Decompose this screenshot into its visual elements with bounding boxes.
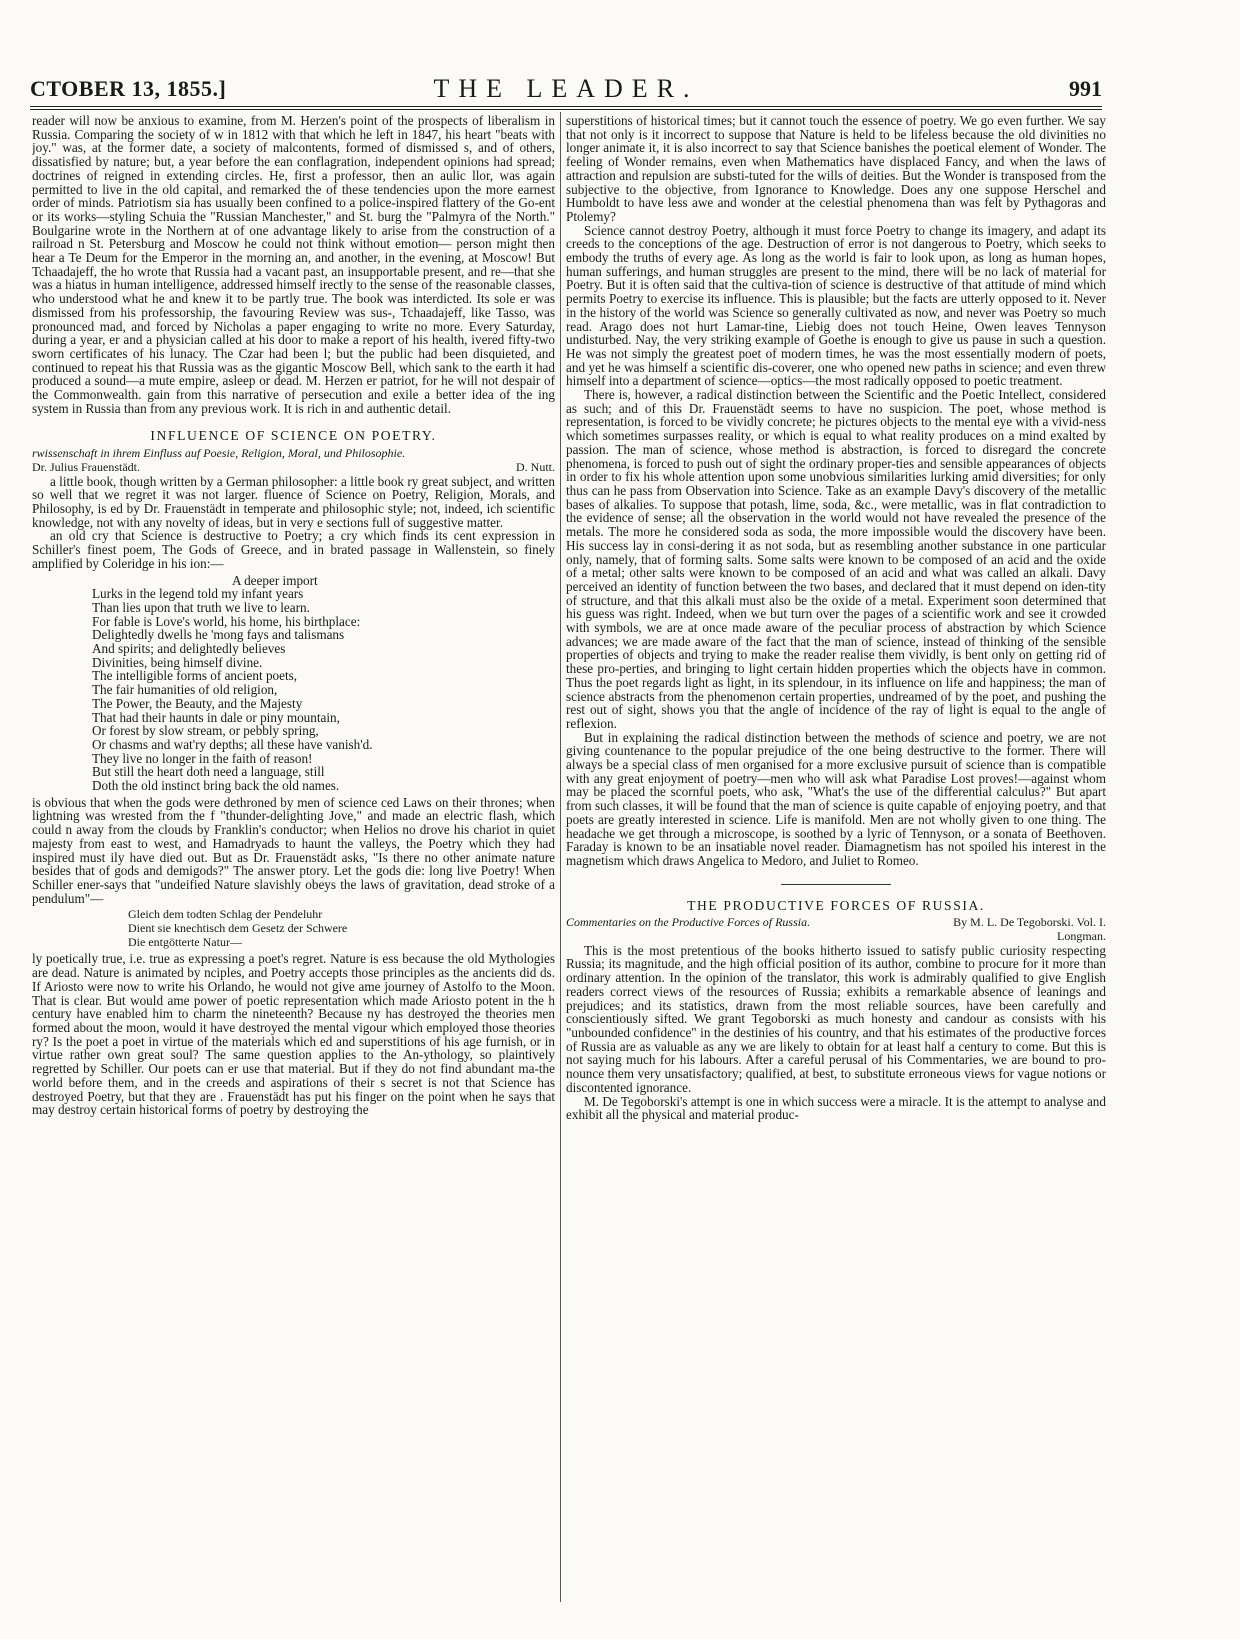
column-divider (560, 112, 561, 1602)
science-poetry-byline (32, 461, 555, 475)
german-line: Gleich dem todten Schlag der Pendeluhr (128, 907, 323, 922)
science-poetry-para-2: an old cry that Science is destructive to Poetry; a cry which finds its cent expression in Schiller's finest poem, The Gods of Greece, and in brated passage in Wallenstein, so finely amplified by Coleridge in his ion:— (32, 528, 555, 571)
coleridge-quotation (92, 574, 555, 793)
russia-author: By M. L. De Tegoborski. Vol. I. (953, 915, 1106, 930)
poem-line: A deeper import (232, 572, 318, 588)
right-column (566, 114, 1106, 1614)
science-poetry-para-7: There is, however, a radical distinction between the Scientific and the Poetic Intellect, considered as such; and of this Dr. Frauenstädt seems to have no suspicion. The poet, whose method is representation, is forced to be vividly concrete; he pictures objects to the mental eye with a vivid-ness which sometimes surpasses reality, or which is equal to what reality produces on a mind exalted by passion. The man of science, whose method is abstraction, is forced to disregard the concrete phenomena, is forced to push out of sight the ordinary proper-ties and sensible appearances of objects in order to fix his whole attention upon some unobvious similarities lurking amid diversities; for only thus can he pass from Observation into Science. Take as an example Davy's discovery of the metallic bases of alkalies. To suppose that potash, lime, soda, &c., were metallic, was in flat contradiction to the evidence of sense; all the observation in the world would not have revealed the presence of the metals. The more he considered soda as soda, the more impossible would the discovery have been. His success lay in consi-dering it as not soda, but as resembling another substance in one particular only, namely, that of forming salts. Some salts were known to be composed of an acid and the oxide of a metal; other salts were known to be composed of an acid and what was called an alkali. Davy perceived an identity of function between the two bases, and declared that it must depend on iden-tity of structure, and that this alkali must also be the oxide of a metal. Experiment soon determined that his guess was right. Indeed, when we but turn over the pages of a scientific work and see it crowded with symbols, we are at once made aware of the peculiar process of abstraction by which Science advances; we are made aware of the fact that the man of science, instead of thinking of the sensible properties of objects and trying to make the reader realise them vividly, is bent only on getting rid of these pro-perties, and bringing to light certain hidden properties which the objects have in common. Thus the poet regards light as light, in its splendour, in its influence on life and happiness; the man of science abstracts from the phenomenon certain properties, undreamed of by the poet, and pushing the rest out of sight, shows you that the angle of incidence of the ray of light is equal to the angle of reflexion. (566, 387, 1106, 731)
poem-line: Doth the old instinct bring back the old names. (92, 778, 340, 794)
poem-line: They live no longer in the faith of reason! (92, 750, 313, 766)
poem-line: But still the heart doth need a language, still (92, 764, 325, 780)
masthead (30, 74, 1102, 104)
poem-line: That had their haunts in dale or piny mountain, (92, 709, 340, 725)
left-column (32, 114, 555, 1614)
science-poetry-para-6: Science cannot destroy Poetry, although it must force Poetry to change its imagery, and adapt its creeds to the conceptions of the age. Destruction of error is not dangerous to Poetry, which seeks to embody the truths of every age. As long as the world is fair to look upon, as long as human hopes, human sufferings, and human struggles are present to the mind, there will be no lack of material for Poetry. But it is often said that the cultiva-tion of science is destructive of that attitude of mind which permits Poetry to exercise its influence. This is plausible; but the facts are utterly opposed to it. Never in the history of the world was Science so generally cultivated as now, and never was Poetry so much read. Arago does not hurt Lamar-tine, Liebig does not touch Heine, Owen leaves Tennyson undisturbed. Nay, the very striking example of Goethe is enough to give us pause in such a question. He was not simply the greatest poet of modern times, he was the most essentially modern of poets, and yet he was himself a scientific dis-coverer, one who opened new paths in science; and even threw himself into a department of science—optics—the most radically opposed to poetic treatment. (566, 222, 1106, 389)
russia-para-2: M. De Tegoborski's attempt is one in which success were a miracle. It is the attempt to analyse and exhibit all the physical and material produc- (566, 1093, 1106, 1123)
science-poetry-publisher: D. Nutt. (516, 459, 555, 474)
science-poetry-author: Dr. Julius Frauenstädt. (32, 459, 140, 474)
science-poetry-para-8: But in explaining the radical distinction between the methods of science and poetry, we are not giving countenance to the popular prejudice of the one being destructive to the former. There will always be a special class of men organised for a more exclusive pursuit of science than is compatible with any great enjoyment of poetry—men who will ask what Paradise Lost proves!—against whom may be placed the scornful poets, who ask, "What's the use of the differential calculus?" But apart from such classes, it will be found that the man of science is quite capable of enjoying poetry, and that poets are greatly interested in science. Life is manifold. Men are not wholly given to one thing. The headache we get through a microscope, is soothed by a lyric of Tennyson, or a sonata of Beethoven. Faraday is known to be an insatiable novel reader. Diamagnetism has not spoiled his interest in the magnetism which draws Angelica to Medoro, and Juliet to Romeo. (566, 729, 1106, 868)
poem-line: Lurks in the legend told my infant years (92, 586, 304, 602)
science-poetry-para-5: superstitions of historical times; but it cannot touch the essence of poetry. We go even further. We say that not only is it incorrect to suppose that Nature is held to be lifeless because the old divinities no longer animate it, it is also incorrect to say that Science banishes the poetical element of Wonder. The feeling of Wonder remains, even when Mathematics have displaced Fancy, and when the laws of attraction and repulsion are substi-tuted for the wills of deities. But the Wonder is transposed from the subjective to the objective, from Ignorance to Knowledge. Does any one suppose Herschel and Humboldt to have less awe and wonder at the celestial phenomena than was felt by Pythagoras and Ptolemy? (566, 114, 1106, 224)
science-poetry-para-4: ly poetically true, i.e. true as expressing a poet's regret. Nature is ess because the old Mythologies are dead. Nature is animated by nciples, and Poetry accepts those principles as the ancients did ds. If Ariosto were now to write his Orlando, he would not give ame journey of Astolfo to the Moon. That is clear. But would ame power of poetic representation which made Ariosto potent in the h century have enabled him to charm the nineteenth? Because ny has destroyed the theories men formed about the moon, would it have destroyed the mental vigour which employed those theories ry? Is the poet a poet in virtue of the materials which ed and superstitions of his age furnish, or in virtue rather own great soul? The same question applies to the An-ythology, so plaintively regretted by Schiller. Our poets can er use that material. But if they do not find abundant ma-the world before them, and in the creeds and aspirations of their s secret is not that Science has destroyed Poetry, but that they are . Frauenstädt has put his finger on the point when he says that may destroy certain historical forms of poetry by destroying the (32, 951, 555, 1118)
masthead-rule (30, 106, 1102, 107)
poem-line: Delightedly dwells he 'mong fays and talismans (92, 627, 345, 643)
german-line: Die entgötterte Natur— (128, 934, 242, 949)
poem-line: The fair humanities of old religion, (92, 682, 278, 698)
issue-date: CTOBER 13, 1855.] (30, 76, 227, 101)
page-number: 991 (1069, 76, 1102, 101)
russia-byline (566, 916, 1106, 930)
schiller-quotation (128, 908, 555, 949)
science-poetry-para-3: is obvious that when the gods were dethroned by men of science ced Laws on their thrones; when lightning was wrested from the f "thunder-delighting Jove," and made an electric flash, which could n away from the clouds by Franklin's conductor; when Helios no drove his chariot in quiet majesty from east to west, and Hamadryads to haunt the valleys, the Poetry which they had inspired must ily have died out. But as Dr. Frauenstädt asks, "Is there no other animate nature besides that of gods and demigods?" The answer ptory. Let the gods die: long live Poetry! When Schiller ener-says that "undeified Nature slavishly obeys the laws of gravitation, dead stroke of a pendulum"— (32, 794, 555, 906)
german-line: Dient sie knechtisch dem Gesetz der Schwere (128, 921, 348, 936)
poem-line: For fable is Love's world, his home, his birthplace: (92, 613, 361, 629)
science-poetry-para-1: a little book, though written by a German philosopher: a little book ry great subject, and written so well that we regret it was not larger. fluence of Science on Poetry, Religion, Morals, and Philosophy, is ed by Dr. Frauenstädt in temperate and philosophic style; not, indeed, ich scientific knowledge, not with any novelty of ideas, but in very e sections full of suggestive matter. (32, 473, 555, 530)
poem-line: The intelligible forms of ancient poets, (92, 668, 298, 684)
science-poetry-heading: INFLUENCE OF SCIENCE ON POETRY. (150, 428, 437, 444)
poem-line: Or forest by slow stream, or pebbly spring, (92, 723, 319, 739)
russia-book-title: Commentaries on the Productive Forces of Russia. (566, 915, 811, 930)
masthead-rule-2 (30, 109, 1102, 110)
poem-line: And spirits; and delightedly believes (92, 641, 286, 657)
poem-line: The Power, the Beauty, and the Majesty (92, 695, 303, 711)
russia-para-1: This is the most pretentious of the books hitherto issued to satisfy public curiosity respecting Russia; its magnitude, and the high official position of its author, combine to procure for it more than ordinary attention. In the opinion of the translator, this work is admirably qualified to give English readers correct views of the resources of Russia; exhibits a remarkable absence of leanings and prejudices; and its statistics, drawn from the most reliable sources, have been carefully and conscientiously sifted. We grant Tegoborski as much honesty and candour as consists with his "unbounded confidence" in the destinies of his country, and that his estimates of the productive forces of Russia are as valuable as any we are likely to obtain for at least half a century to come. But this is not saying much for his labours. After a careful perusal of his Commentaries, we are bound to pro-nounce them very unsatisfactory; qualified, at best, to substitute erroneous views for vague notions or discontented ignorance. (566, 942, 1106, 1095)
science-poetry-book-title: rwissenschaft in ihrem Einfluss auf Poesie, Religion, Moral, und Philosophie. (32, 446, 406, 461)
poem-line: Than lies upon that truth we live to learn. (92, 599, 310, 615)
herzen-review-conclusion: reader will now be anxious to examine, from M. Herzen's point of the prospects of liberalism in Russia. Comparing the society of w in 1812 with that which he left in 1847, his heart "beats with joy." was, at the former date, a society of malcontents, formed of dismissed s, and of others, dissatisfied by nature; but, a year before the ean conflagration, independent opinions had spread; doctrines of reigned in extending circles. He, first a professor, then an aulic llor, was again permitted to live in the old capital, and remarked the of these tendencies upon the more earnest order of minds. Patriotism sia has usually been confined to a police-inspired flattery of the Go-ent or its works—styling Schuia the "Russian Manchester," and St. burg the "Palmyra of the North." Boulgarine wrote in the Northern at of one advantage likely to arise from the construction of a railroad n St. Petersburg and Moscow he could not think without emotion— person might then hear a Te Deum for the Emperor in the morning an, and another, in the evening, at Moscow! But Tchaadajeff, the ho wrote that Russia had a vacant past, an insupportable present, and re—that she was a hiatus in human intelligence, addressed himself irectly to the sense of the reasonable classes, who understood what he and knew it to be partly true. The book was interdicted. Its sole er was dismissed from his professorship, the favouring Review was sus-, Tchaadajeff, like Tasso, was pronounced mad, and forced by Nicholas a paper engaging to write no more. Every Saturday, during a year, er and a physician called at his door to make a report of his health, ivered fifty-two sworn certificates of his lunacy. The Czar had been l; but the public had been disquieted, and continued to repeat his that Russia was as the gigantic Moscow Bell, which sank to the earth it had produced a sound—a mute empire, asleep or dead. M. Herzen er patriot, for he will not despair of the Commonwealth. gain from this narrative of persecution and exile a better idea of the ing system in Russia than from any previous work. It is rich in and authentic detail. (32, 114, 555, 416)
russia-publisher: Longman. (1057, 929, 1106, 944)
russia-heading: THE PRODUCTIVE FORCES OF RUSSIA. (687, 897, 985, 913)
section-separator (781, 884, 891, 885)
poem-line: Or chasms and wat'ry depths; all these have vanish'd. (92, 736, 373, 752)
poem-line: Divinities, being himself divine. (92, 654, 263, 670)
newspaper-title: THE LEADER. (433, 74, 699, 103)
